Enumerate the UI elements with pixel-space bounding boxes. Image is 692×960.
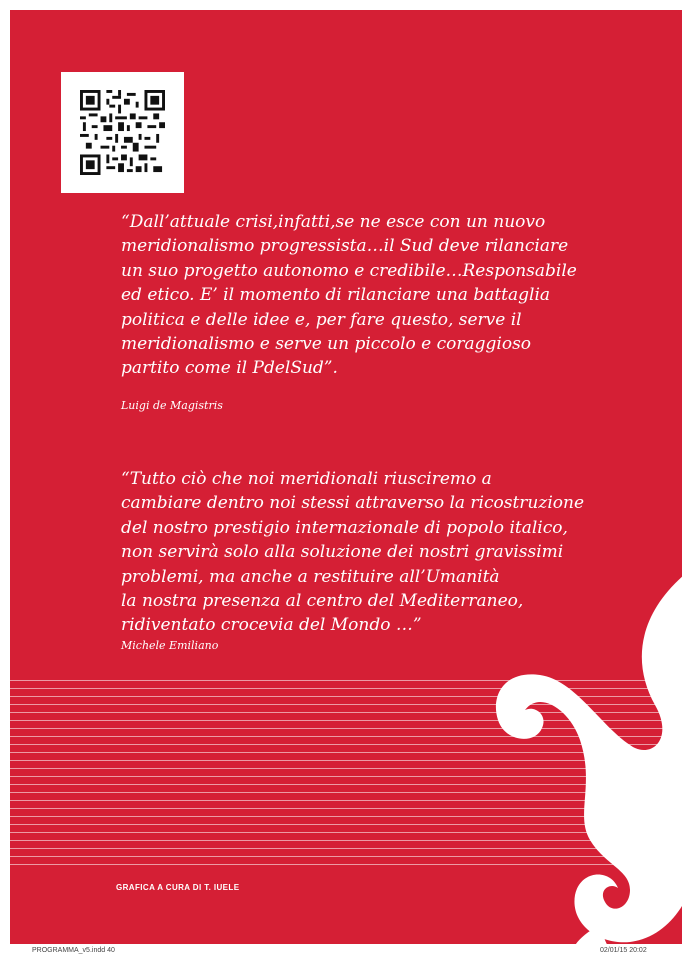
quote-magistris: “Dall’attuale crisi,infatti,se ne esce con un nuovo meridionalismo progressista…il Sud deve rilanciare un suo progetto autonomo e credibile…Responsabile ed etico. E’ il momento di rilanciare una battaglia politica e delle idee e, per fare questo, serve il meridionalismo e serve un piccolo e coraggioso partito come il PdelSud”. <box>121 212 577 379</box>
fleur-de-lis-icon <box>480 570 682 944</box>
qr-code[interactable] <box>61 72 184 193</box>
print-slug-date: 02/01/15 20:02 <box>600 947 647 954</box>
qr-code-icon <box>79 90 166 175</box>
graphic-credit: GRAFICA A CURA DI T. IUELE <box>116 883 240 892</box>
print-slug-file: PROGRAMMA_v5.indd 40 <box>32 947 115 954</box>
quote-emiliano: “Tutto ciò che noi meridionali riusciremo a cambiare dentro noi stessi attraverso la ricostruzione del nostro prestigio internazionale di popolo italico, non servirà solo alla soluzione dei nostri gravissimi problemi, ma anche a restituire all’Umanità la nostra presenza al centro del Mediterraneo, ridiventato crocevia del Mondo …” <box>121 469 585 636</box>
poster-page <box>10 10 682 944</box>
quote-author-magistris: Luigi de Magistris <box>121 399 223 412</box>
quote-author-emiliano: Michele Emiliano <box>121 639 219 652</box>
